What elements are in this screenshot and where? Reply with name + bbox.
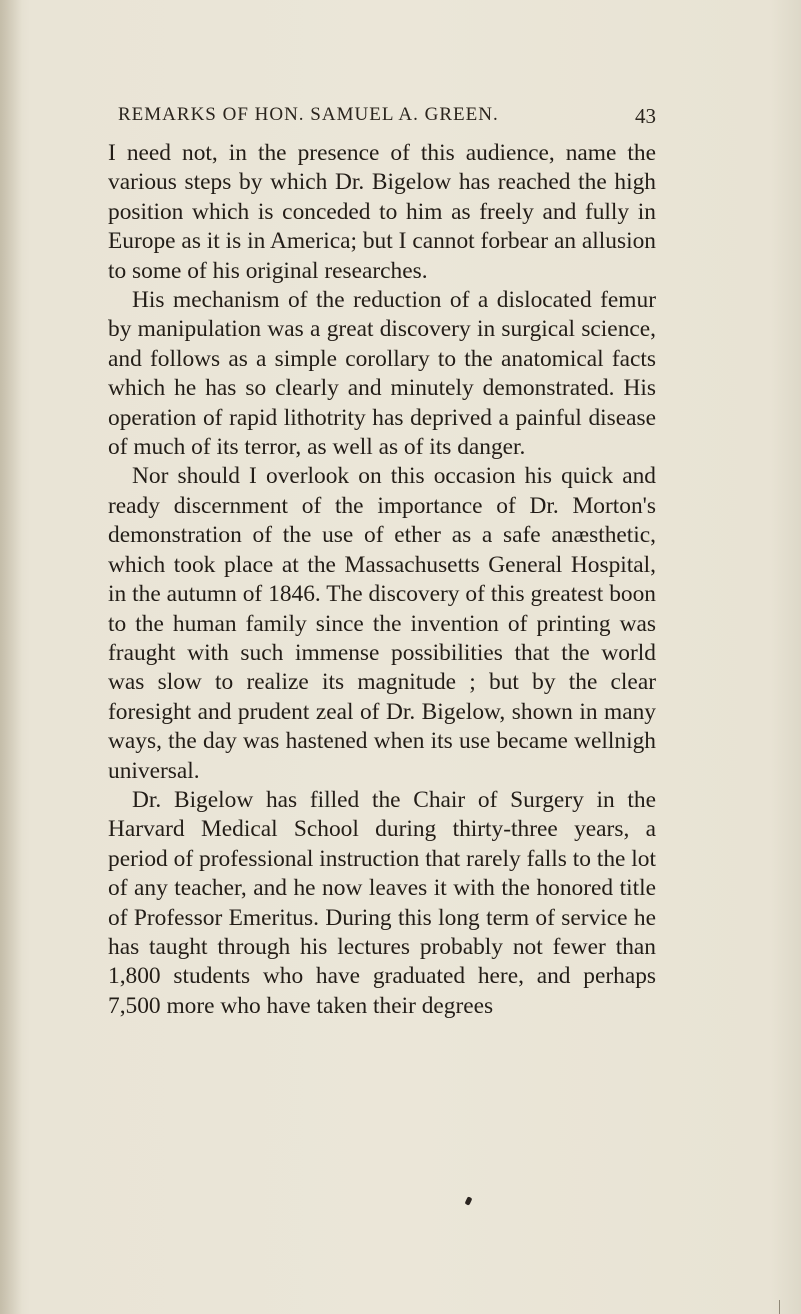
page-header (108, 104, 656, 136)
ink-speck (465, 1196, 473, 1205)
page-number: 43 (635, 104, 656, 128)
page-edge-mark (779, 1300, 780, 1314)
paragraph-3: Nor should I overlook on this occasion his quick and ready discernment of the importance of Dr. Morton's demonstration of the use of ether as a safe anæsthetic, which took place at the Massachusetts General Hospital, in the autumn of 1846. The discovery of this greatest boon to the human family since the invention of printing was fraught with such immense possibilities that the world was slow to realize its magnitude ; but by the clear foresight and prudent zeal of Dr. Bigelow, shown in many ways, the day was hastened when its use became wellnigh universal. (108, 463, 656, 784)
paragraph-1: I need not, in the presence of this audience, name the various steps by which Dr. Bigelow has reached the high position which is conceded to him as freely and fully in Europe as it is in America; but I cannot forbear an allusion to some of his original researches. (108, 140, 656, 284)
page-gutter-shadow (0, 0, 22, 1314)
running-head: REMARKS OF HON. SAMUEL A. GREEN. (118, 104, 499, 125)
paragraph-4: Dr. Bigelow has filled the Chair of Surgery in the Harvard Medical School during thirty-three years, a period of professional instruction that rarely falls to the lot of any teacher, and he now leaves it with the honored title of Professor Emeritus. During this long term of service he has taught through his lectures probably not fewer than 1,800 students who have graduated here, and perhaps 7,500 more who have taken their degrees (108, 786, 656, 1019)
paragraph-2: His mechanism of the reduction of a dislocated femur by manipulation was a great discovery in surgical science, and follows as a simple corollary to the anatomical facts which he has so clearly and minutely demonstrated. His operation of rapid lithotrity has deprived a painful disease of much of its terror, as well as of its danger. (108, 287, 656, 461)
body-text (108, 139, 656, 1021)
